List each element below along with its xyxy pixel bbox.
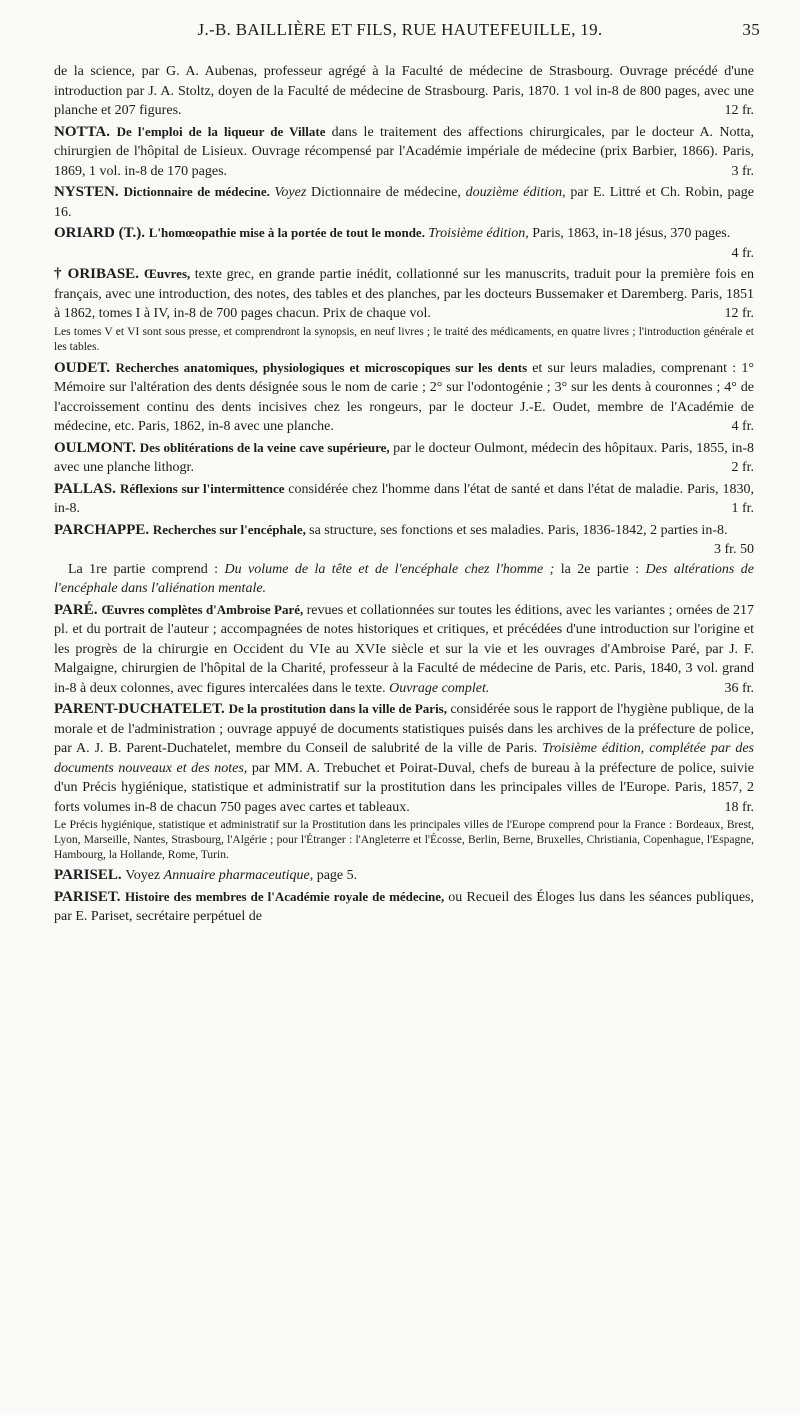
- catalog-entry: [54, 699, 754, 863]
- entry-author: † ORIBASE.: [54, 266, 144, 282]
- entry-title: De l'emploi de la liqueur de Villate: [116, 123, 332, 139]
- entry-title: Dictionnaire de médecine.: [123, 184, 275, 199]
- entry-text: la 2e partie :: [560, 561, 646, 577]
- entry-text: Voyez: [125, 868, 164, 883]
- page-number: 35: [742, 20, 760, 39]
- entry-price: 1 fr.: [731, 501, 754, 516]
- entry-note: Les tomes V et VI sont sous presse, et comprendront la synopsis, en neuf livres ; le traité des médicaments, en quatre livres ; l'introduction générale et les tables.: [54, 325, 754, 353]
- entry-text: dans le traitement des affections chirurgicales, par le docteur A. Notta, chirurgien de l'hôpital de Lisieux. Ouvrage récompensé par l'Académie impériale de médecine (prix Barbier, 1866). Paris, 1869, 1 vol. in-8 de 170 pages.: [54, 124, 754, 179]
- entry-title: Recherches sur l'encéphale,: [152, 521, 310, 537]
- entry-text-italic: Troisième édition, complétée par des documents nouveaux et des notes,: [54, 741, 755, 776]
- catalog-entry: [54, 223, 754, 263]
- entry-text: La 1re partie comprend :: [68, 561, 225, 577]
- catalog-entry: [54, 358, 754, 437]
- catalog-entry: [54, 182, 754, 222]
- catalog-entry: [54, 264, 754, 355]
- catalog-entry: [54, 866, 754, 886]
- entry-text: de la science, par G. A. Aubenas, professeur agrégé à la Faculté de médecine de Strasbourg. Ouvrage précédé d'une introduction par J. A. Stoltz, doyen de la Faculté de médecine de Strasbourg. Paris, 1870. 1 vol in-8 de 800 pages, avec une planche et 207 figures.: [54, 64, 754, 118]
- catalog-entry: [54, 479, 754, 519]
- entry-price: 2 fr.: [731, 460, 754, 475]
- entry-text: revues et collationnées sur toutes les éditions, avec les variantes ; ornées de 217 pl. et du portrait de l'auteur ; accompagnées de notes historiques et critiques, et précédées d'une introduction sur l'origine et les progrès de la chirurgie en Occident du VIe au XVIe siècle et sur la vie et les ouvrages d'Ambroise Paré, par J. F. Malgaigne, chirurgien de l'hôpital de la Charité, professeur à la Faculté de médecine de Paris, etc. Paris, 1840, 3 vol. grand in-8 à deux colonnes, avec figures intercalées dans le texte.: [54, 602, 754, 696]
- entry-price: 18 fr.: [724, 799, 754, 815]
- entry-title: Œuvres complètes d'Ambroise Paré,: [101, 601, 307, 617]
- entry-author: PARISEL.: [54, 867, 126, 883]
- entry-title: L'homœopathie mise à la portée de tout le monde.: [148, 225, 429, 240]
- entry-text: Paris, 1863, in-18 jésus, 370 pages.: [532, 226, 731, 241]
- entry-text: considérée chez l'homme dans l'état de santé et dans l'état de maladie. Paris, 1830, in-8.: [54, 481, 754, 516]
- entry-continuation: [54, 560, 754, 599]
- entry-author: PARENT-DUCHATELET.: [54, 701, 229, 717]
- entry-text-italic: Troisième édition,: [428, 226, 533, 241]
- entry-title: Recherches anatomiques, physiologiques et microscopiques sur les dents: [115, 359, 533, 375]
- entry-text: texte grec, en grande partie inédit, collationné sur les manuscrits, traduit pour la première fois en français, avec une introduction, des notes, des tables et des planches, par les docteurs Bussemaker et Daremberg. Paris, 1851 à 1862, tomes I à IV, in-8 de 700 pages chacun. Prix de chaque vol.: [54, 267, 754, 321]
- entry-text: par le docteur Oulmont, médecin des hôpitaux. Paris, 1855, in-8 avec une planche lithogr.: [54, 440, 754, 475]
- entry-text-italic: Ouvrage complet.: [389, 680, 490, 696]
- entry-text: Dictionnaire de médecine,: [311, 185, 466, 200]
- entry-price: 4 fr.: [731, 419, 754, 434]
- entry-title: Des oblitérations de la veine cave supérieure,: [139, 439, 394, 455]
- entry-title: Réflexions sur l'intermittence: [120, 480, 289, 496]
- entry-title: Œuvres,: [143, 266, 195, 281]
- entry-price: 3 fr. 50: [713, 542, 754, 557]
- catalog-entry: [54, 62, 754, 121]
- running-head-title: J.-B. BAILLIÈRE ET FILS, RUE HAUTEFEUILLE, 19.: [197, 20, 603, 39]
- entry-title: Histoire des membres de l'Académie royale de médecine,: [125, 888, 449, 904]
- entry-note: Le Précis hygiénique, statistique et administratif sur la Prostitution dans les principales villes de l'Europe comprend pour la France : Bordeaux, Brest, Lyon, Marseille, Nantes, Strasbourg, l'Algérie ; pour l'Étranger : l'Angleterre et l'Écosse, Berlin, Berne, Bruxelles, Christiania, Copenhague, l'Espagne, Hambourg, la Hollande, Rome, Turin.: [54, 819, 754, 861]
- entry-author: PARISET.: [54, 888, 126, 905]
- entry-author: NOTTA.: [54, 123, 117, 140]
- entry-text: page 5.: [316, 868, 358, 883]
- entry-author: OULMONT.: [54, 439, 140, 456]
- entry-text: et sur leurs maladies, comprenant : 1° Mémoire sur l'altération des dents désignée sous le nom de carie ; 2° sur l'odontogénie ; 3° sur les dents à couronnes ; 4° de l'accroissement continu des dents incisives chez les rongeurs, par le docteur J.-E. Oudet, membre de l'Académie de médecine, etc. Paris, 1862, in-8 avec une planche.: [54, 360, 754, 434]
- entry-title: De la prostitution dans la ville de Paris,: [228, 701, 451, 716]
- catalog-entry: [54, 520, 754, 599]
- entry-text-italic: Du volume de la tête et de l'encéphale chez l'homme ;: [224, 561, 561, 577]
- entry-author: PARCHAPPE.: [54, 521, 153, 538]
- catalog-entry: [54, 122, 754, 182]
- catalog-entries: [54, 62, 754, 928]
- entry-price: 36 fr.: [724, 680, 754, 696]
- entry-author: PARÉ.: [54, 601, 102, 618]
- entry-price: 12 fr.: [724, 103, 754, 118]
- entry-text-italic: douzième édition,: [465, 185, 571, 200]
- entry-text-italic: Voyez: [274, 185, 312, 200]
- entry-author: ORIARD (T.).: [54, 225, 149, 241]
- entry-price: 4 fr.: [731, 245, 754, 261]
- entry-author: NYSTEN.: [54, 184, 124, 200]
- entry-text: considérée sous le rapport de l'hygiène publique, de la morale et de l'administration ; ouvrage appuyé de documents statistiques puisés dans les archives de la préfecture de police, par A. J. B. Parent-Duchatelet, membre du Conseil de salubrité de la ville de Paris.: [54, 702, 754, 756]
- catalog-entry: [54, 887, 754, 927]
- entry-text-italic: Annuaire pharmaceutique,: [163, 868, 317, 883]
- entry-text: par E. Littré et Ch. Robin, page 16.: [54, 185, 754, 220]
- entry-author: OUDET.: [54, 359, 116, 376]
- entry-price: 3 fr.: [731, 163, 754, 179]
- entry-text: sa structure, ses fonctions et ses maladies. Paris, 1836-1842, 2 parties in-8.: [309, 522, 728, 538]
- entry-price: 12 fr.: [724, 306, 754, 321]
- entry-text: ou Recueil des Éloges lus dans les séances publiques, par E. Pariset, secrétaire perpétuel de: [54, 889, 754, 924]
- entry-text-italic: Des altérations de l'encéphale dans l'aliénation mentale.: [54, 561, 755, 596]
- entry-text: par MM. A. Trebuchet et Poirat-Duval, chefs de bureau à la préfecture de police, suivie d'un Précis hygiénique, statistique et administratif sur la prostitution dans les principales villes de l'Europe. Paris, 1857, 2 forts volumes in-8 de chacun 750 pages avec cartes et tableaux.: [54, 760, 754, 815]
- entry-author: PALLAS.: [54, 480, 121, 497]
- catalog-entry: [54, 438, 754, 478]
- catalog-entry: [54, 600, 754, 699]
